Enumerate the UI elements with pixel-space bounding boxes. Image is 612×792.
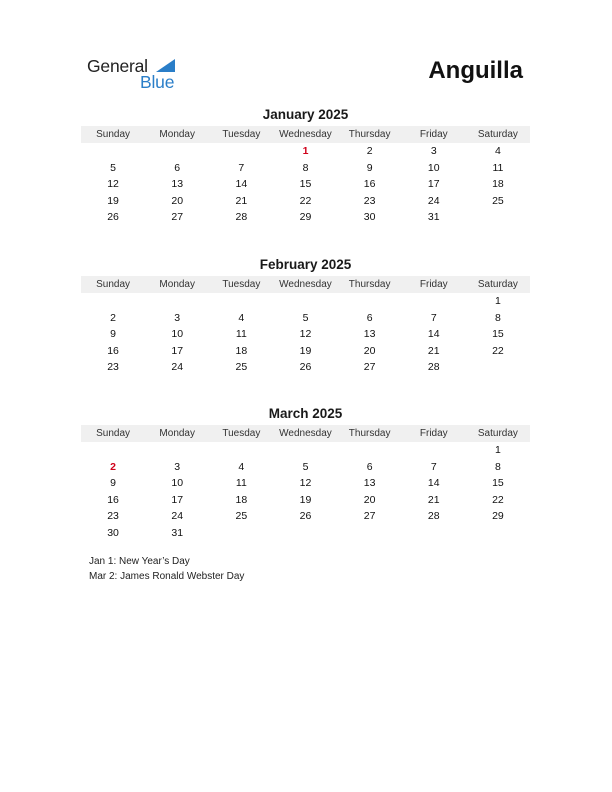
day-cell: 13 [363,477,376,490]
holiday-day-cell: 1 [302,145,309,157]
weekday-label: Sunday [96,279,131,290]
day-cell [402,525,466,542]
day-cell: 5 [302,311,309,324]
day-cell: 29 [492,510,504,523]
weekday-label: Friday [419,279,448,290]
day-cell: 10 [171,477,184,490]
day-cell: 14 [427,328,440,341]
holiday-note: Mar 2: James Ronald Webster Day [89,570,245,582]
weekday-label: Monday [159,129,195,140]
day-cell: 15 [299,178,312,191]
day-cell: 31 [171,526,184,539]
day-cell: 10 [427,161,440,174]
weekday-label: Wednesday [279,279,332,290]
day-cell: 28 [427,361,440,374]
day-cell [466,359,530,376]
day-cell: 12 [299,477,312,490]
day-cell [81,293,145,310]
day-cell: 24 [171,361,184,374]
day-cell: 14 [235,178,248,191]
day-cell: 17 [427,178,440,191]
day-cell: 7 [238,161,245,174]
day-cell: 16 [107,344,119,357]
day-cell: 6 [366,311,373,324]
week-row [81,442,530,459]
day-cell: 2 [110,311,116,324]
day-cell: 28 [427,510,440,523]
day-cell [209,442,273,459]
day-cell [338,293,402,310]
day-cell: 21 [427,493,440,506]
day-cell: 25 [235,361,248,374]
day-cell [273,293,337,310]
holiday-day-cell: 2 [110,460,116,473]
month-calendar-march [81,405,530,542]
day-cell: 12 [107,178,119,191]
week-row [81,459,530,476]
day-cell: 25 [235,510,248,523]
month-title: January 2025 [262,107,349,122]
day-cell: 23 [363,194,376,207]
day-cell: 23 [107,361,119,374]
weekday-label: Sunday [96,129,131,140]
day-cell [81,442,145,459]
day-cell [402,442,466,459]
day-cell: 5 [302,460,309,473]
day-cell: 9 [110,328,116,341]
day-cell: 4 [238,460,245,473]
day-cell [145,293,209,310]
day-cell [209,143,273,160]
week-row [81,143,530,160]
holiday-notes [89,555,244,584]
day-cell: 16 [107,493,119,506]
weekday-label: Tuesday [222,428,261,439]
day-cell: 8 [494,460,501,473]
week-row [81,343,530,360]
day-cell: 17 [171,493,184,506]
day-cell [466,525,530,542]
month-title: March 2025 [268,406,343,421]
day-cell: 9 [366,161,373,174]
day-cell: 3 [174,460,181,473]
day-cell: 2 [366,145,373,157]
day-cell [273,442,337,459]
day-cell: 1 [494,295,501,307]
day-cell: 6 [174,161,181,174]
day-cell: 30 [363,211,376,224]
day-cell [338,525,402,542]
week-row [81,293,530,310]
week-row [81,326,530,343]
day-cell: 21 [427,344,440,357]
day-cell: 20 [363,344,376,357]
day-cell: 28 [235,211,248,224]
weekday-label: Thursday [348,428,391,439]
day-cell: 20 [363,493,376,506]
day-cell: 15 [492,328,504,341]
weekday-label: Thursday [348,279,391,290]
day-cell: 22 [299,194,312,207]
day-cell: 17 [171,344,184,357]
week-row [81,176,530,193]
day-cell: 3 [174,311,181,324]
day-cell: 22 [492,493,504,506]
day-cell: 3 [430,145,437,157]
day-cell: 21 [235,194,248,207]
month-calendar-january [81,106,530,226]
day-cell: 18 [492,178,504,191]
weekday-label: Friday [419,129,448,140]
day-cell: 27 [171,211,184,224]
month-title: February 2025 [259,257,352,272]
week-row [81,525,530,542]
logo-word-general: General [87,56,148,76]
day-cell: 8 [494,311,501,324]
day-cell: 19 [299,344,312,357]
weekday-label: Saturday [477,428,518,439]
weekday-label: Thursday [348,129,391,140]
day-cell: 24 [427,194,440,207]
week-row [81,475,530,492]
weekday-label: Friday [419,428,448,439]
month-calendar-february [81,256,530,376]
day-cell: 15 [492,477,504,490]
day-cell [273,525,337,542]
day-cell: 6 [366,460,373,473]
day-cell: 23 [107,510,119,523]
day-cell: 4 [494,145,501,157]
day-cell: 26 [299,361,312,374]
weekday-header-row [81,126,530,143]
holiday-note: Jan 1: New Year’s Day [89,556,190,567]
week-row [81,508,530,525]
day-cell: 20 [171,194,184,207]
day-cell [209,293,273,310]
weekday-header-row [81,425,530,442]
day-cell: 19 [299,493,312,506]
weekday-label: Saturday [477,279,518,290]
day-cell: 27 [363,510,376,523]
weekday-label: Wednesday [279,428,332,439]
day-cell: 13 [363,328,376,341]
day-cell: 7 [430,460,437,473]
day-cell: 26 [107,211,119,224]
day-cell: 7 [430,311,437,324]
weekday-label: Monday [159,279,195,290]
weekday-label: Monday [159,428,195,439]
day-cell: 4 [238,311,245,324]
day-cell [402,293,466,310]
day-cell [338,442,402,459]
weekday-label: Tuesday [222,279,261,290]
logo-triangle-icon [156,59,175,72]
country-title: Anguilla [428,57,523,84]
day-cell: 22 [492,344,504,357]
day-cell: 12 [299,328,312,341]
day-cell: 27 [363,361,376,374]
day-cell: 10 [171,328,184,341]
weekday-label: Tuesday [222,129,261,140]
day-cell: 9 [110,477,116,490]
day-cell: 13 [171,178,184,191]
week-row [81,209,530,226]
week-row [81,193,530,210]
weekday-label: Wednesday [279,129,332,140]
day-cell: 31 [427,211,440,224]
day-cell: 18 [235,493,248,506]
day-cell: 19 [107,194,119,207]
weekday-label: Saturday [477,129,518,140]
day-cell: 24 [171,510,184,523]
day-cell [209,525,273,542]
weekday-header-row [81,276,530,293]
day-cell: 8 [302,161,309,174]
day-cell [466,209,530,226]
week-row [81,310,530,327]
week-row [81,160,530,177]
day-cell: 11 [235,328,247,341]
general-blue-logo [87,56,187,92]
day-cell [145,442,209,459]
day-cell: 30 [107,526,119,539]
day-cell: 29 [299,211,312,224]
weekday-label: Sunday [96,428,131,439]
day-cell: 25 [492,194,504,207]
day-cell: 16 [363,178,376,191]
day-cell: 11 [492,161,504,174]
week-row [81,492,530,509]
day-cell: 11 [235,477,247,490]
day-cell [145,143,209,160]
day-cell: 14 [427,477,440,490]
day-cell [81,143,145,160]
day-cell: 1 [494,444,501,456]
logo-word-blue: Blue [140,72,175,92]
day-cell: 5 [110,161,116,174]
day-cell: 26 [299,510,312,523]
day-cell: 18 [235,344,248,357]
week-row [81,359,530,376]
